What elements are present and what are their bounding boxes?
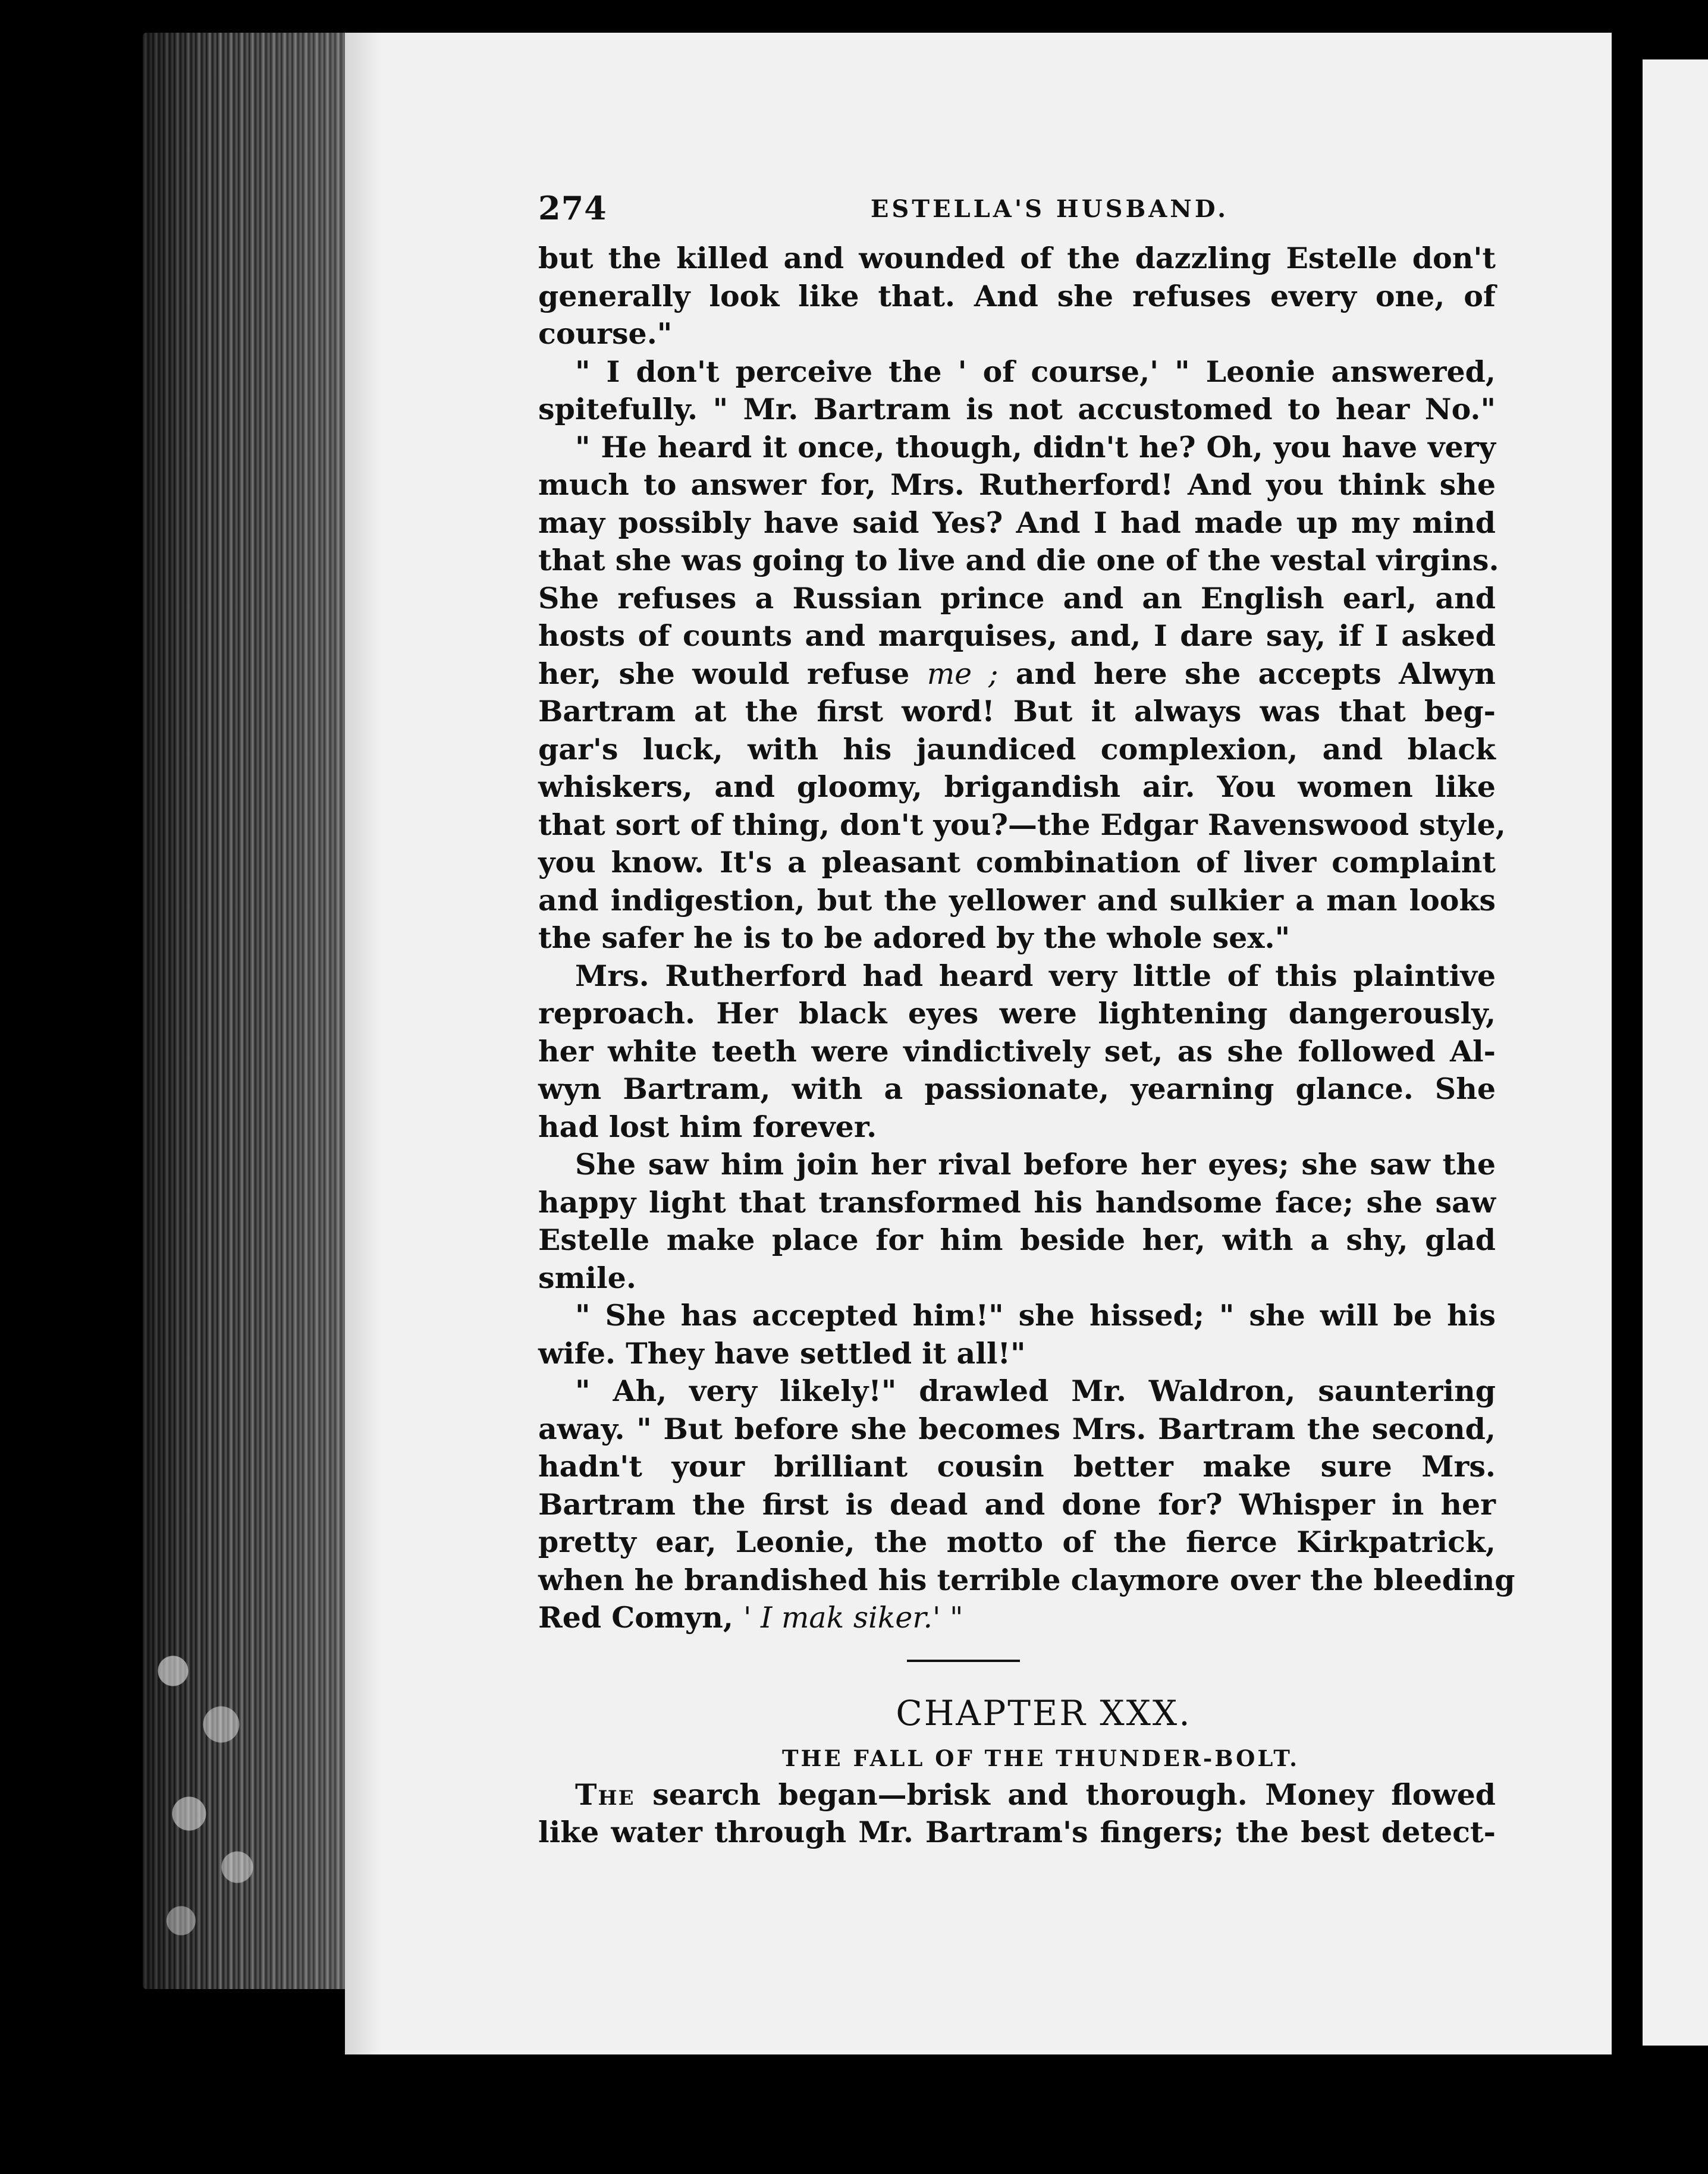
text-line — [538, 1776, 1496, 1814]
text-line: her white teeth were vindictively set, as she followed Al- — [538, 1033, 1496, 1069]
facing-page-edge — [1643, 59, 1708, 2046]
page-header — [538, 189, 1496, 240]
text-line: that sort of thing, don't you?—the Edgar Ravenswood style, — [538, 807, 1506, 842]
text-line: pretty ear, Leonie, the motto of the fierce Kirkpatrick, — [538, 1525, 1496, 1559]
text-line: " Ah, very likely!" drawled Mr. Waldron, sauntering — [575, 1374, 1496, 1408]
text-line: that she was going to live and die one of the vestal virgins. — [538, 543, 1499, 577]
text-line: but the killed and wounded of the dazzling Estelle don't — [538, 241, 1496, 275]
section-divider — [538, 1637, 1496, 1680]
text-line: wyn Bartram, with a passionate, yearning glance. She — [538, 1072, 1496, 1106]
text-line: you know. It's a pleasant combination of liver complaint — [538, 845, 1496, 879]
text-line: away. " But before she becomes Mrs. Bartram the second, — [538, 1411, 1496, 1446]
text-fragment: Red Comyn, — [538, 1600, 733, 1635]
page-number: 274 — [538, 189, 607, 227]
text-line: happy light that transformed his handsome face; she saw — [538, 1185, 1496, 1220]
text-fragment: search began—brisk and thorough. Money flowed — [652, 1777, 1496, 1812]
text-line: like water through Mr. Bartram's fingers; the best detect- — [538, 1815, 1496, 1849]
text-line: spitefully. " Mr. Bartram is not accustomed to hear No." — [538, 392, 1496, 426]
italic-motto: ' I mak siker.' " — [743, 1601, 963, 1635]
text-line: hadn't your brilliant cousin better make sure Mrs. — [538, 1449, 1496, 1484]
text-line: Bartram the first is dead and done for? Whisper in her — [538, 1487, 1496, 1522]
text-line: Mrs. Rutherford had heard very little of this plaintive — [575, 958, 1496, 993]
text-line: smile. — [538, 1260, 636, 1295]
chapter-opening-word: The — [575, 1777, 635, 1812]
text-line: whiskers, and gloomy, brigandish air. You women like — [538, 769, 1496, 804]
chapter-title: CHAPTER XXX. — [896, 1692, 1192, 1733]
text-line: and indigestion, but the yellower and sulkier a man looks — [538, 882, 1496, 918]
text-line: the safer he is to be adored by the whole sex." — [538, 921, 1291, 955]
text-line: much to answer for, Mrs. Rutherford! And you think she — [538, 467, 1496, 502]
chapter-subtitle: THE FALL OF THE THUNDER-BOLT. — [781, 1745, 1300, 1771]
italic-word: me ; — [927, 656, 999, 691]
text-fragment: her, she would refuse — [538, 656, 910, 691]
divider-rule — [907, 1660, 1020, 1662]
text-line: generally look like that. And she refuses every one, of — [538, 278, 1496, 313]
text-line: She refuses a Russian prince and an English earl, and — [538, 580, 1496, 615]
text-line: " I don't perceive the ' of course,' " Leonie answered, — [575, 354, 1496, 389]
text-line-with-italic — [538, 1599, 1496, 1637]
text-line: " He heard it once, though, didn't he? Oh, you have very — [575, 429, 1496, 464]
running-head: ESTELLA'S HUSBAND. — [870, 195, 1229, 223]
text-line-with-italic — [538, 655, 1496, 693]
text-line: She saw him join her rival before her eyes; she saw the — [575, 1147, 1496, 1182]
text-line: Estelle make place for him beside her, with a shy, glad — [538, 1223, 1496, 1257]
text-line: reproach. Her black eyes were lightening dangerously, — [538, 996, 1496, 1031]
text-line: wife. They have settled it all!" — [538, 1336, 1026, 1371]
text-fragment: and here she accepts Alwyn — [1015, 656, 1496, 691]
text-line: had lost him forever. — [538, 1109, 877, 1144]
page-gutter-shadow — [345, 33, 381, 2054]
text-line: Bartram at the first word! But it always was that beg- — [538, 694, 1496, 728]
text-line: " She has accepted him!" she hissed; " she will be his — [575, 1298, 1496, 1333]
text-line: when he brandished his terrible claymore over the bleeding — [538, 1562, 1515, 1597]
text-line: may possibly have said Yes? And I had made up my mind — [538, 505, 1496, 540]
text-line: gar's luck, with his jaundiced complexion, and black — [538, 731, 1496, 766]
flower-stain — [125, 1617, 285, 1974]
page-text — [538, 189, 1515, 1852]
text-line: course." — [538, 316, 673, 351]
text-line: hosts of counts and marquises, and, I dare say, if I asked — [538, 618, 1496, 653]
